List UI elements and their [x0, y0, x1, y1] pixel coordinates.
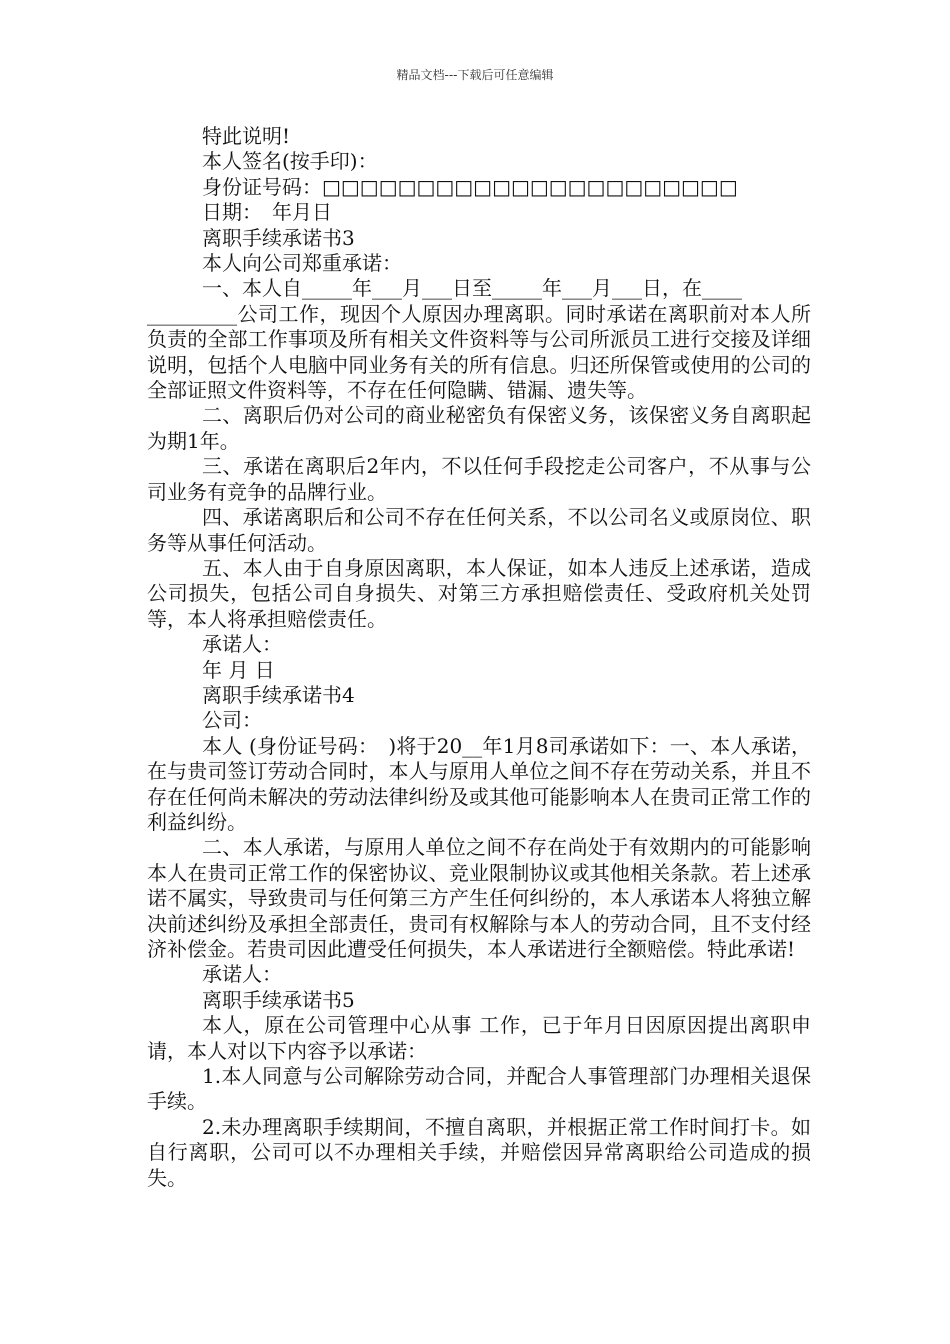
clause-5: 五、本人由于自身原因离职，本人保证，如本人违反上述承诺，造成公司损失，包括公司自身损失、对第三方承担赔偿责任、受政府机关处罚等，本人将承担赔偿责任。 [147, 555, 811, 631]
section-title-3: 离职手续承诺书3 [202, 225, 355, 250]
id-number-line: 身份证号码：□□□□□□□□□□□□□□□□□□□□□□ [202, 174, 738, 199]
clause-4: 四、承诺离职后和公司不存在任何关系，不以公司名义或原岗位、职务等从事任何活动。 [147, 505, 811, 555]
clause-1-first-line: 一、本人自_____年___月___日至_____年___月___日，在____ [202, 276, 742, 301]
section-title-4: 离职手续承诺书4 [202, 682, 355, 707]
clause-1-body: _________公司工作，现因个人原因办理离职。同时承诺在离职前对本人所负责的全部工作事项及所有相关文件资料等与公司所派员工进行交接及详细说明，包括个人电脑中同业务有关的所有信息。归还所保管或使用的公司的全部证照文件资料等，不存在任何隐瞒、错漏、遗失等。 [147, 301, 811, 403]
clause-2: 二、离职后仍对公司的商业秘密负有保密义务，该保密义务自离职起为期1年。 [147, 403, 811, 453]
promisor-label-2: 承诺人： [202, 962, 282, 987]
promisor-label: 承诺人： [202, 632, 282, 657]
company-label: 公司： [202, 708, 262, 733]
commitment-5-item-1: 1.本人同意与公司解除劳动合同，并配合人事管理部门办理相关退保手续。 [147, 1064, 811, 1114]
section-title-5: 离职手续承诺书5 [202, 987, 355, 1012]
commitment-4-part-2: 二、本人承诺，与原用人单位之间不存在尚处于有效期内的可能影响本人在贵司正常工作的保密协议、竞业限制协议或其他相关条款。若上述承诺不属实，导致贵司与任何第三方产生任何纠纷的，本人承诺本人将独立解决前述纠纷及承担全部责任，贵司有权解除与本人的劳动合同，且不支付经济补偿金。若贵司因此遭受任何损失，本人承诺进行全额赔偿。特此承诺! [147, 835, 811, 961]
commitment-4-part-1: 本人 (身份证号码： )将于20__年1月8司承诺如下：一、本人承诺，在与贵司签订劳动合同时，本人与原用人单位之间不存在劳动关系，并且不存在任何尚未解决的劳动法律纠纷及或其他可能影响本人在贵司正常工作的利益纠纷。 [147, 733, 811, 834]
closing-statement: 特此说明! [202, 124, 291, 148]
document-body [147, 124, 811, 1191]
signature-line: 本人签名(按手印)： [202, 149, 378, 174]
date-placeholder: 年 月 日 [202, 657, 275, 682]
commitment-5-item-2: 2.未办理离职手续期间，不擅自离职，并根据正常工作时间打卡。如自行离职，公司可以不办理相关手续，并赔偿因异常离职给公司造成的损失。 [147, 1114, 811, 1190]
commitment-5-intro: 本人，原在公司管理中心从事 工作，已于年月日因原因提出离职申请，本人对以下内容予以承诺： [147, 1013, 811, 1063]
clause-3: 三、承诺在离职后2年内，不以任何手段挖走公司客户，不从事与公司业务有竞争的品牌行业。 [147, 454, 811, 504]
date-line: 日期： 年月日 [202, 200, 332, 225]
page-header: 精品文档---下载后可任意编辑 [396, 68, 554, 82]
commitment-intro: 本人向公司郑重承诺： [202, 251, 402, 276]
